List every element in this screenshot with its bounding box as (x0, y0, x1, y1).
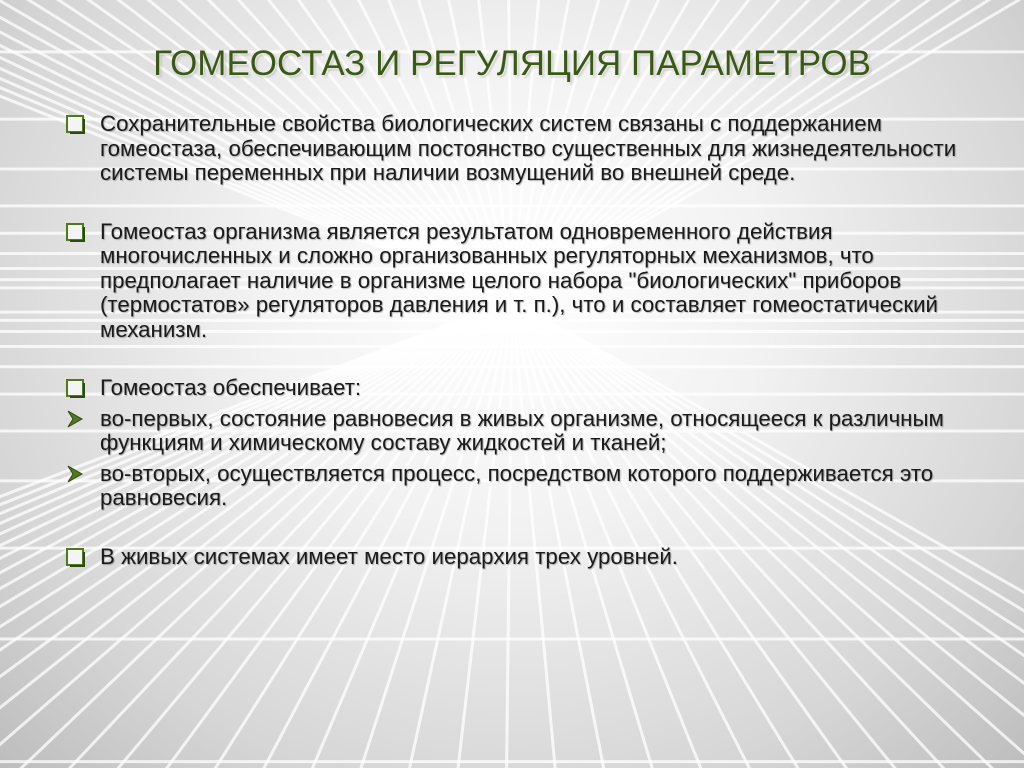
square-bullet-icon (64, 113, 86, 135)
square-bullet-icon (64, 546, 86, 568)
list-item (64, 220, 964, 343)
list-item-text: во-первых, состояние равновесия в живых организме, относящееся к различным функциям и химическому составу жидкостей и тканей; (100, 405, 944, 455)
arrow-bullet-icon (64, 408, 86, 430)
list-item-text: во-вторых, осуществляется процесс, посредством которого поддерживается это равновесия. (100, 460, 934, 510)
square-bullet-icon (64, 221, 86, 243)
square-bullet-icon (64, 377, 86, 399)
list-item-text: Гомеостаз обеспечивает: (100, 375, 362, 400)
list-item (64, 112, 964, 186)
slide-title: ГОМЕОСТАЗ И РЕГУЛЯЦИЯ ПАРАМЕТРОВ (153, 44, 871, 83)
list-item (64, 407, 964, 456)
list-item-text: В живых системах имеет место иерархия трех уровней. (100, 543, 678, 569)
list-item (64, 376, 964, 401)
slide-content (64, 112, 964, 569)
list-item-text: Сохранительные свойства биологических систем связаны с поддержанием гомеостаза, обеспечивающим постоянство существенных для жизнедеятельности системы переменных при наличии возмущений во внешней среде. (100, 111, 957, 185)
arrow-bullet-icon (64, 463, 86, 485)
list-item-text: Гомеостаз организма является результатом одновременного действия многочисленных и сложно организованных регуляторных механизмов, что предполагает наличие в организме целого набора "биологических" приборов (термостатов» регуляторов давления и т. п.), что и составляет гомеостатический механизм. (100, 218, 938, 342)
list-item (64, 462, 964, 511)
list-item (64, 545, 964, 570)
